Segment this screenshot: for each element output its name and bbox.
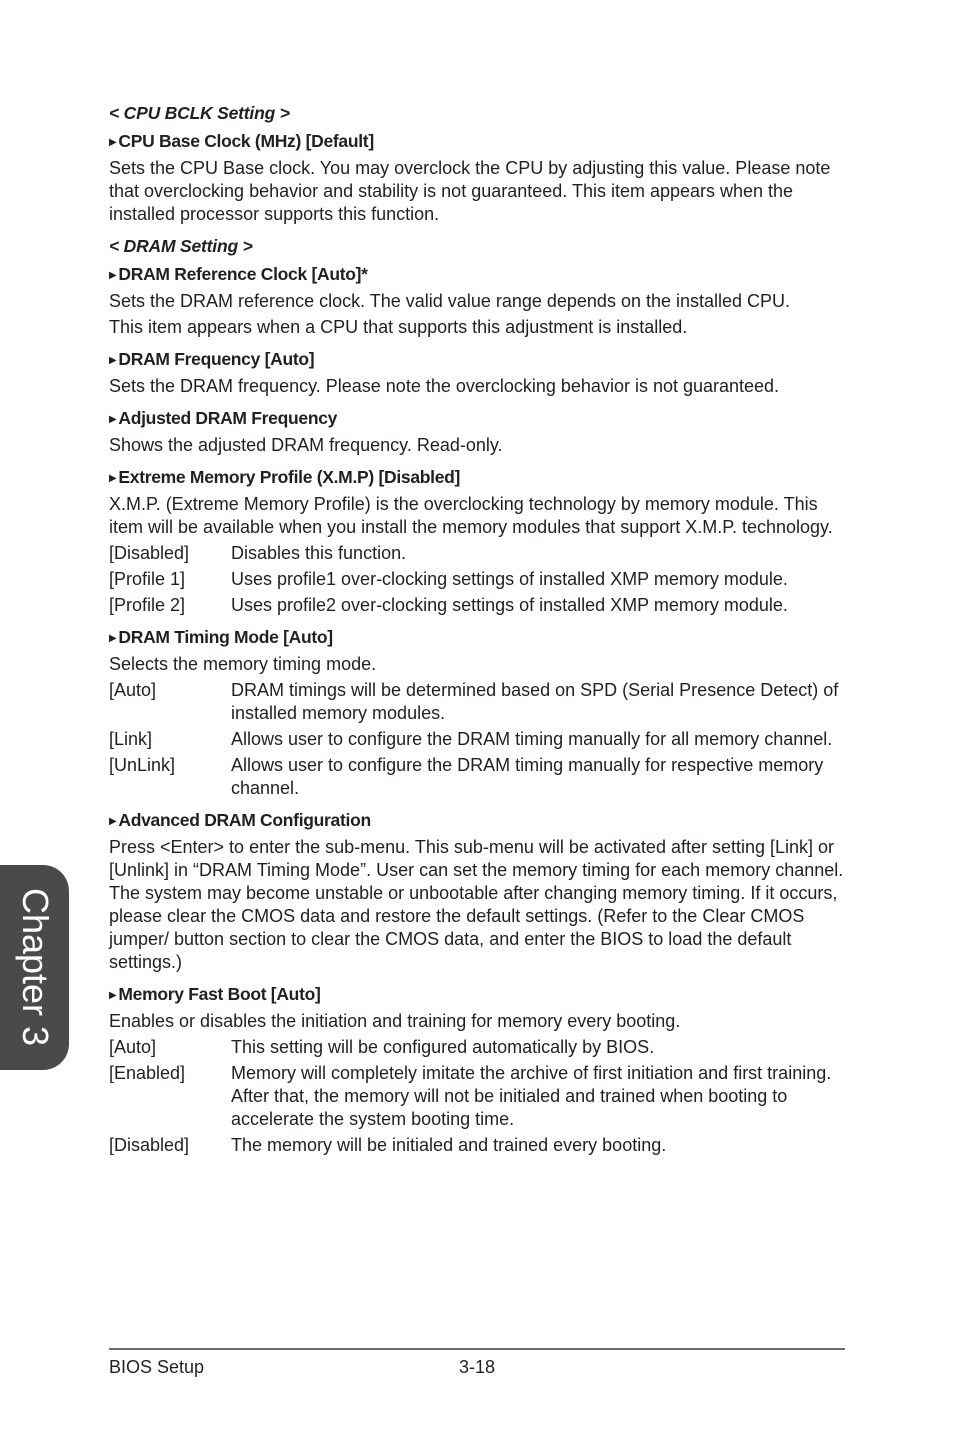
bullet-triangle-icon: ▶ [109, 990, 117, 1001]
option-value: Allows user to configure the DRAM timing manually for respective memory channel. [231, 755, 824, 798]
chapter-tab-label: Chapter 3 [15, 887, 56, 1047]
bullet-triangle-icon: ▶ [109, 414, 117, 425]
bullet-triangle-icon: ▶ [109, 137, 117, 148]
item-title: CPU Base Clock (MHz) [Default] [118, 131, 374, 151]
option-row [109, 728, 844, 751]
item-description: Sets the DRAM frequency. Please note the overclocking behavior is not guaranteed. [109, 376, 780, 396]
item-cpu-base-clock [109, 131, 844, 153]
item-description: Sets the DRAM reference clock. The valid value range depends on the installed CPU. [109, 291, 791, 311]
bullet-triangle-icon: ▶ [109, 270, 117, 281]
section-heading-cpu-bclk: < CPU BCLK Setting > [109, 103, 290, 123]
item-title: Advanced DRAM Configuration [118, 810, 371, 830]
option-row [109, 1134, 844, 1157]
option-value: Disables this function. [231, 543, 407, 563]
option-value: Memory will completely imitate the archive of first initiation and first training. After that, the memory will not be initialed and trained when booting to accelerate the system booting time. [231, 1063, 832, 1129]
section-heading-dram: < DRAM Setting > [109, 236, 253, 256]
option-key: [Link] [109, 729, 153, 749]
option-key: [Auto] [109, 680, 157, 700]
item-dram-timing-mode [109, 627, 844, 649]
item-title: Adjusted DRAM Frequency [118, 408, 338, 428]
bullet-triangle-icon: ▶ [109, 633, 117, 644]
option-row [109, 1062, 844, 1131]
bullet-triangle-icon: ▶ [109, 816, 117, 827]
option-row [109, 754, 844, 800]
item-memory-fast-boot [109, 984, 844, 1006]
option-value: The memory will be initialed and trained every booting. [231, 1135, 667, 1155]
option-row [109, 568, 844, 591]
option-row [109, 542, 844, 565]
item-description: Enables or disables the initiation and training for memory every booting. [109, 1011, 681, 1031]
bullet-triangle-icon: ▶ [109, 473, 117, 484]
footer-divider [109, 1348, 845, 1350]
option-value: This setting will be configured automatically by BIOS. [231, 1037, 655, 1057]
option-row [109, 679, 844, 725]
item-xmp [109, 467, 844, 489]
item-description: This item appears when a CPU that supports this adjustment is installed. [109, 317, 688, 337]
footer-section-title: BIOS Setup [109, 1357, 205, 1377]
item-description: X.M.P. (Extreme Memory Profile) is the overclocking technology by memory module. This item will be available when you install the memory modules that support X.M.P. technology. [109, 494, 833, 537]
footer-page-number: 3-18 [459, 1357, 496, 1377]
item-title: DRAM Timing Mode [Auto] [118, 627, 333, 647]
bullet-triangle-icon: ▶ [109, 355, 117, 366]
option-key: [Enabled] [109, 1063, 186, 1083]
item-title: DRAM Frequency [Auto] [118, 349, 315, 369]
option-key: [Profile 2] [109, 595, 186, 615]
item-description: Selects the memory timing mode. [109, 654, 377, 674]
item-description: Press <Enter> to enter the sub-menu. This sub-menu will be activated after setting [Link] or [Unlink] in “DRAM Timing Mode”. User can set the memory timing for each memory channel. The system may become unstable or unbootable after changing memory timing. If it occurs, please clear the CMOS data and restore the default settings. (Refer to the Clear CMOS jumper/ button section to clear the CMOS data, and enter the BIOS to load the default settings.) [109, 837, 844, 972]
item-title: Memory Fast Boot [Auto] [118, 984, 321, 1004]
option-row [109, 1036, 844, 1059]
item-dram-reference-clock [109, 264, 844, 286]
item-description: Shows the adjusted DRAM frequency. Read-only. [109, 435, 503, 455]
option-key: [Disabled] [109, 1135, 190, 1155]
option-value: DRAM timings will be determined based on SPD (Serial Presence Detect) of installed memory modules. [231, 680, 839, 723]
manual-content [109, 103, 844, 1157]
option-value: Allows user to configure the DRAM timing manually for all memory channel. [231, 729, 833, 749]
option-key: [Profile 1] [109, 569, 186, 589]
item-advanced-dram-configuration [109, 810, 844, 832]
option-key: [Auto] [109, 1037, 157, 1057]
item-description: Sets the CPU Base clock. You may overclock the CPU by adjusting this value. Please note that overclocking behavior and stability is not guaranteed. This item appears when the installed processor supports this function. [109, 158, 831, 224]
item-title: DRAM Reference Clock [Auto]* [118, 264, 368, 284]
item-dram-frequency [109, 349, 844, 371]
option-value: Uses profile2 over-clocking settings of installed XMP memory module. [231, 595, 788, 615]
item-adjusted-dram-frequency [109, 408, 844, 430]
option-key: [UnLink] [109, 755, 176, 775]
option-value: Uses profile1 over-clocking settings of installed XMP memory module. [231, 569, 788, 589]
option-row [109, 594, 844, 617]
option-key: [Disabled] [109, 543, 190, 563]
item-title: Extreme Memory Profile (X.M.P) [Disabled] [118, 467, 461, 487]
